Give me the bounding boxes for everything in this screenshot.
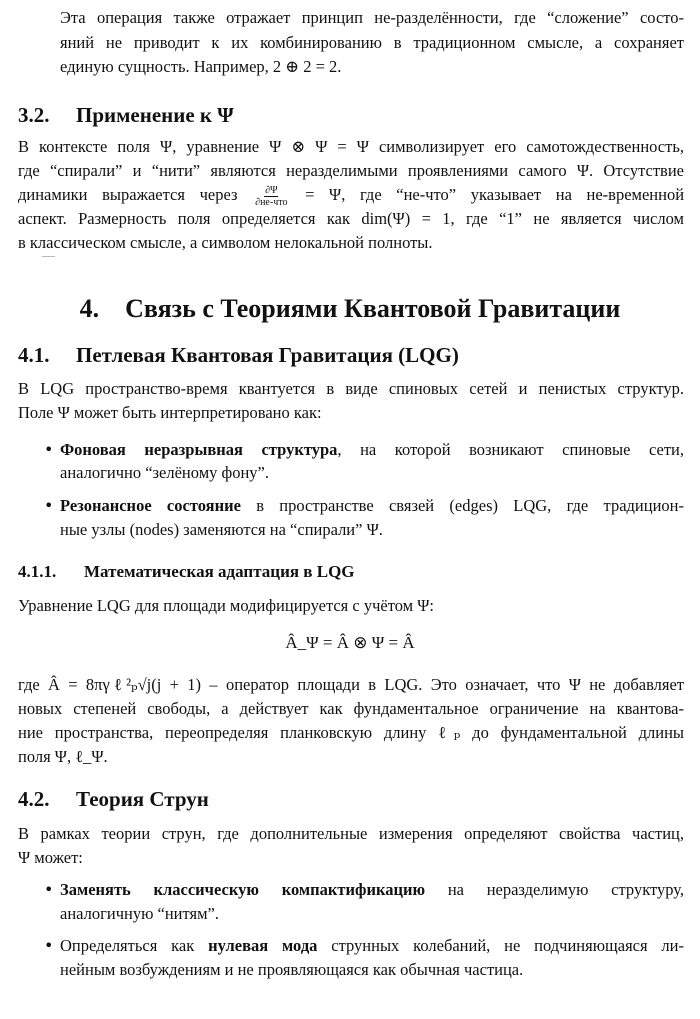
list-item <box>60 438 684 462</box>
text-line: В LQG пространство-время квантуется в виде спиновых сетей и пенистых структур. <box>18 379 684 398</box>
list-item <box>60 934 684 958</box>
text-line: В рамках теории струн, где дополнительные измерения определяют свойства частиц, <box>18 824 684 843</box>
text: в пространстве связей (edges) LQG, где традицион- <box>240 496 684 515</box>
text-line: новых степеней свободы, а действует как фундаментальное ограничение на квантова- <box>18 699 684 718</box>
text-line: ние пространства, переопределяя планковскую длину ℓₚ до фундаментальной длины <box>18 723 684 742</box>
text: = Ψ, где “не-что” указывает на не-временной <box>305 185 685 204</box>
section-heading-4 <box>0 294 700 324</box>
section-title: Связь с Теориями Квантовой Гравитации <box>125 294 621 323</box>
list-item-line: ные узлы (nodes) заменяются на “спирали” Ψ. <box>60 520 383 539</box>
text-line: в классическом смысле, а символом нелокальной полноты. <box>18 233 433 252</box>
section-title: Теория Струн <box>76 787 209 811</box>
equation: Â_Ψ = Â ⊗ Ψ = Â <box>285 633 415 652</box>
bullet-icon: • <box>44 440 54 459</box>
section-heading-3-2 <box>18 103 234 128</box>
bullet-icon: • <box>44 936 54 955</box>
text: Определяться как <box>60 936 209 955</box>
section-number: 4.2. <box>18 787 50 811</box>
section-number: 4.1.1. <box>18 562 57 581</box>
section-number: 4. <box>79 294 100 323</box>
section-number: 3.2. <box>18 103 50 127</box>
text-line: единую сущность. Например, 2 ⊕ 2 = 2. <box>60 57 342 76</box>
section-heading-4-1-1 <box>18 562 355 582</box>
bullet-icon: • <box>44 880 54 899</box>
list-item <box>60 878 684 902</box>
fraction <box>255 185 287 208</box>
text: на неразделимую структуру, <box>425 880 684 899</box>
text-line: Эта операция также отражает принцип не-разделённости, где “сложение” состо- <box>60 8 684 27</box>
text-line: Уравнение LQG для площади модифицируется с учётом Ψ: <box>18 596 434 615</box>
text: динамики выражается через <box>18 185 238 204</box>
list-item <box>60 494 684 518</box>
text-line: аспект. Размерность поля определяется как dim(Ψ) = 1, где “1” не является числом <box>18 209 684 228</box>
section-number: 4.1. <box>18 343 50 367</box>
text: , на которой возникают спиновые сети, <box>337 440 684 459</box>
text-line-with-fraction <box>18 183 684 207</box>
text-line: где “спирали” и “нити” являются неразделимыми проявлениями самого Ψ. Отсутствие <box>18 161 684 180</box>
text-line: яний не приводит к их комбинированию в традиционном смысле, а сохраняет <box>60 33 684 52</box>
footnote-mark <box>42 256 55 257</box>
list-item-line: аналогично “зелёному фону”. <box>60 463 269 482</box>
bold-term: нулевая мода <box>208 936 318 955</box>
bold-term: Фоновая неразрывная структура <box>60 440 338 459</box>
bullet-icon: • <box>44 496 54 515</box>
bold-term: Заменять классическую компактификацию <box>60 880 426 899</box>
section-title: Петлевая Квантовая Гравитация (LQG) <box>76 343 459 367</box>
text: струнных колебаний, не подчиняющаяся ли- <box>317 936 684 955</box>
fraction-numerator: ∂Ψ <box>265 184 278 196</box>
section-heading-4-1 <box>18 343 459 368</box>
list-item-line: аналогичную “нитям”. <box>60 904 219 923</box>
section-title: Применение к Ψ <box>76 103 234 127</box>
list-item-line: нейным возбуждениям и не проявляющаяся как обычная частица. <box>60 960 524 979</box>
text-line: где Â = 8πγℓ²ₚ√j(j + 1) – оператор площади в LQG. Это означает, что Ψ не добавляет <box>18 675 684 694</box>
section-title: Математическая адаптация в LQG <box>84 562 355 581</box>
section-heading-4-2 <box>18 787 209 812</box>
text-line: В контексте поля Ψ, уравнение Ψ ⊗ Ψ = Ψ символизирует его самотождественность, <box>18 137 684 156</box>
fraction-denominator: ∂не-что <box>255 196 288 208</box>
text-line: поля Ψ, ℓ_Ψ. <box>18 747 108 766</box>
bold-term: Резонансное состояние <box>60 496 241 515</box>
text-line: Поле Ψ может быть интерпретировано как: <box>18 403 322 422</box>
text-line: Ψ может: <box>18 848 83 867</box>
